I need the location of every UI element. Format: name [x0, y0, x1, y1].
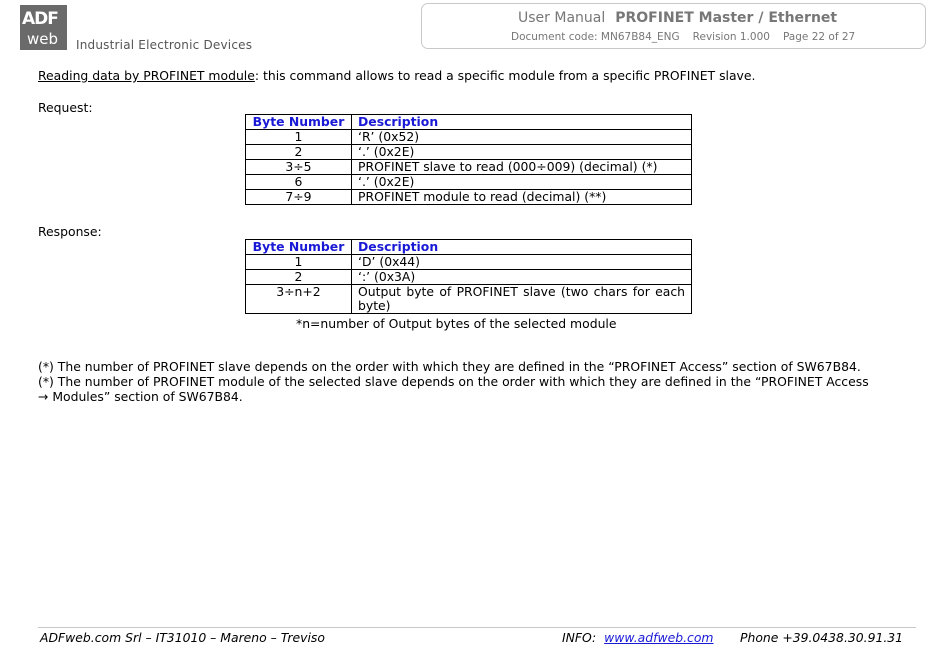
revision: Revision 1.000 [692, 31, 770, 43]
description-cell: Output byte of PROFINET slave (two chars for each byte) [352, 285, 692, 314]
section-heading-link: Reading data by PROFINET module [38, 68, 255, 83]
column-header-description: Description [352, 115, 692, 130]
column-header-description: Description [352, 240, 692, 255]
byte-number-cell: 3÷5 [246, 160, 352, 175]
byte-number-cell: 2 [246, 270, 352, 285]
manual-label: User Manual [518, 10, 606, 26]
footnote-slave: (*) The number of PROFINET slave depends on the order with which they are defined in the “PROFINET Access” section of SW67B84. [38, 359, 861, 374]
table-header-row [246, 240, 692, 255]
response-table-note: *n=number of Output bytes of the selected module [296, 316, 617, 331]
intro-text: : this command allows to read a specific module from a specific PROFINET slave. [254, 68, 756, 83]
byte-number-cell: 7÷9 [246, 190, 352, 205]
document-header [421, 3, 926, 49]
table-row [246, 285, 692, 314]
footer-info-label: INFO: [562, 630, 597, 645]
manual-title: PROFINET Master / Ethernet [615, 10, 838, 26]
byte-number-cell: 1 [246, 130, 352, 145]
byte-number-cell: 2 [246, 145, 352, 160]
response-table [245, 239, 692, 314]
description-cell: PROFINET slave to read (000÷009) (decimal) (*) [352, 160, 692, 175]
table-row [246, 145, 692, 160]
intro-paragraph [38, 68, 755, 83]
description-cell: ‘.’ (0x2E) [352, 175, 692, 190]
company-tagline: Industrial Electronic Devices [76, 38, 253, 52]
column-header-byte-number: Byte Number [246, 115, 352, 130]
byte-number-cell: 3÷n+2 [246, 285, 352, 314]
header-meta-line [511, 31, 868, 43]
table-header-row [246, 115, 692, 130]
request-label: Request: [38, 100, 93, 115]
footer-divider [38, 627, 916, 628]
page-number: Page 22 of 27 [782, 31, 856, 43]
header-title-line [518, 10, 837, 26]
footer-company: ADFweb.com Srl – IT31010 – Mareno – Treviso [40, 630, 325, 645]
description-cell: ‘D’ (0x44) [352, 255, 692, 270]
byte-number-cell: 1 [246, 255, 352, 270]
response-label: Response: [38, 224, 102, 239]
description-cell: ‘.’ (0x2E) [352, 145, 692, 160]
table-row [246, 190, 692, 205]
footer-phone: Phone +39.0438.30.91.31 [740, 630, 904, 645]
request-table [245, 114, 692, 205]
footnote-module: (*) The number of PROFINET module of the selected slave depends on the order with which they are defined in the “PROFINET Access → Modules” section of SW67B84. [38, 374, 869, 404]
footer-info [562, 630, 714, 645]
description-cell: ‘:’ (0x3A) [352, 270, 692, 285]
table-row [246, 255, 692, 270]
byte-number-cell: 6 [246, 175, 352, 190]
logo-text-web: web [27, 30, 59, 48]
table-row [246, 130, 692, 145]
footer-website-link[interactable]: www.adfweb.com [604, 630, 714, 645]
description-cell: ‘R’ (0x52) [352, 130, 692, 145]
document-code: Document code: MN67B84_ENG [511, 31, 680, 43]
table-row [246, 175, 692, 190]
column-header-byte-number: Byte Number [246, 240, 352, 255]
table-row [246, 160, 692, 175]
table-row [246, 270, 692, 285]
logo-text-adf: ADF [22, 9, 58, 29]
description-cell: PROFINET module to read (decimal) (**) [352, 190, 692, 205]
adfweb-logo [20, 5, 67, 50]
